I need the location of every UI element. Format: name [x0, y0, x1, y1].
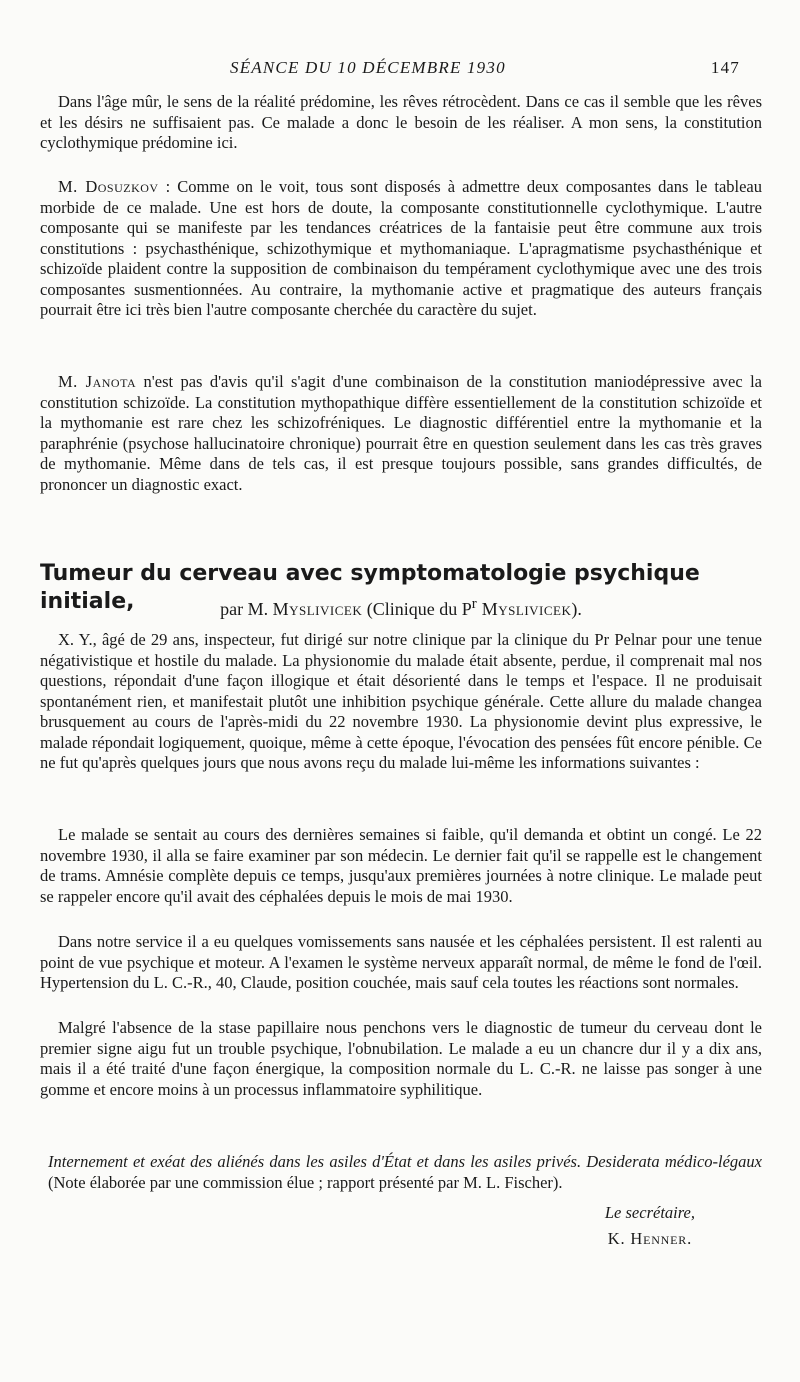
- speaker-text: : Comme on le voit, tous sont disposés à admettre deux composantes dans le tableau morbide de ce malade. Une est hors de doute, la composante constitutionnelle cyclothymique. L'autre composante qui se manifeste par les tendances créatrices de la fantaisie peut être commune aux trois constitutions : psychasthénique, schizothymique et mythomaniaque. L'apragmatisme psychasthénique et schizoïde plaident contre la supposition de combinaison du tempérament cyclothymique avec une des trois composantes susmentionnées. Au contraire, la mythomanie active et pragmatique des auteurs français pourrait être ici très bien l'autre composante cherchée du caractère du sujet.: [40, 177, 763, 319]
- article-title: Tumeur du cerveau avec symptomatologie psychique initiale,: [40, 561, 700, 614]
- signature-name: K. Henner.: [607, 1229, 692, 1248]
- article-paragraph-4: Malgré l'absence de la stase papillaire nous penchons vers le diagnostic de tumeur du cerveau dont le premier signe aigu fut un trouble psychique, l'obnubilation. Le malade a eu un chancre dur il y a dix ans, mais il a été traité d'une façon énergique, la composition normale du L. C.-R. ne laisse pas songer à une gomme et encore moins à un processus inflammatoire syphilitique.: [40, 1018, 762, 1099]
- article-paragraph-3: Dans notre service il a eu quelques vomissements sans nausée et les céphalées persistent. Il est ralenti au point de vue psychique et moteur. A l'examen le système nerveux apparaît normal, de même le fond de l'œil. Hypertension du L. C.-R., 40, Claude, position couchée, mais sauf cela toutes les réactions sont normales.: [40, 932, 762, 992]
- signature-role: Le secrétaire,: [604, 1203, 695, 1222]
- article-paragraph-2: Le malade se sentait au cours des dernières semaines si faible, qu'il demanda et obtint un congé. Le 22 novembre 1930, il alla se faire examiner par son médecin. Le dernier fait qu'il se rappelle est le changement de trams. Amnésie complète depuis ce temps, jusqu'aux premières journées à notre clinique. Le malade peut se rappeler encore qu'il avait des céphalées depuis le mois de mai 1930.: [40, 825, 762, 906]
- running-title: SÉANCE DU 10 DÉCEMBRE 1930: [230, 58, 506, 77]
- speaker-name: M. Dosuzkov: [58, 177, 159, 196]
- byline-author-2: Myslivicek: [476, 599, 572, 619]
- note-entry: [48, 1152, 762, 1193]
- page-number: 147: [710, 58, 740, 77]
- byline-prefix: par M.: [220, 599, 273, 619]
- article-byline: [40, 592, 762, 621]
- paragraph-dosuzkov: [40, 177, 762, 321]
- speaker-text: n'est pas d'avis qu'il s'agit d'une combinaison de la constitution maniodépressive avec la constitution schizoïde. La constitution mythopathique diffère essentiellement de la constitution schizoïde et la mythomanie est rare chez les schizofréniques. Le diagnostic différentiel entre la mythomanie et la paraphrénie (psychose hallucinatoire chronique) pourrait être en question seulement dans les cas très graves de mythomanie. Même dans de tels cas, il est presque toujours possible, sans grandes difficultés, de prononcer un diagnostic exact.: [40, 372, 762, 494]
- byline-suffix: ).: [571, 599, 582, 619]
- note-title: Internement et exéat des aliénés dans les asiles d'État et dans les asiles privés. Desiderata médico-légaux: [48, 1152, 762, 1171]
- paragraph-intro: Dans l'âge mûr, le sens de la réalité prédomine, les rêves rétrocèdent. Dans ce cas il semble que les rêves et les désirs ne suffisaient pas. Ce malade a donc le besoin de les réaliser. A mon sens, la constitution cyclothymique prédomine ici.: [40, 92, 762, 152]
- article-paragraph-1: X. Y., âgé de 29 ans, inspecteur, fut dirigé sur notre clinique par la clinique du Pr Pelnar pour une tenue négativistique et hostile du malade. La physionomie du malade était absente, perdue, il comprenait mal nos questions, répondait d'une façon illogique et était désorienté dans le temps et l'espace. Il ne produisait spontanément rien, et manifestait plutôt une inhibition psychique générale. Cette allure du malade changea brusquement au cours de l'après-midi du 22 novembre 1930. La physionomie devint plus expressive, le malade répondait logiquement, quoique, même à cette époque, l'évocation des pensées fût encore pénible. Ce ne fut qu'après quelques jours que nous avons reçu du malade lui-même les informations suivantes :: [40, 630, 762, 772]
- paragraph-janota: [40, 372, 762, 495]
- byline-superscript: r: [471, 596, 477, 612]
- running-head: [230, 58, 740, 82]
- byline-middle: (Clinique du P: [362, 599, 472, 619]
- byline-author: Myslivicek: [272, 599, 363, 619]
- note-rest: (Note élaborée par une commission élue ; rapport présenté par M. L. Fischer).: [48, 1172, 563, 1192]
- speaker-name: M. Janota: [58, 372, 137, 391]
